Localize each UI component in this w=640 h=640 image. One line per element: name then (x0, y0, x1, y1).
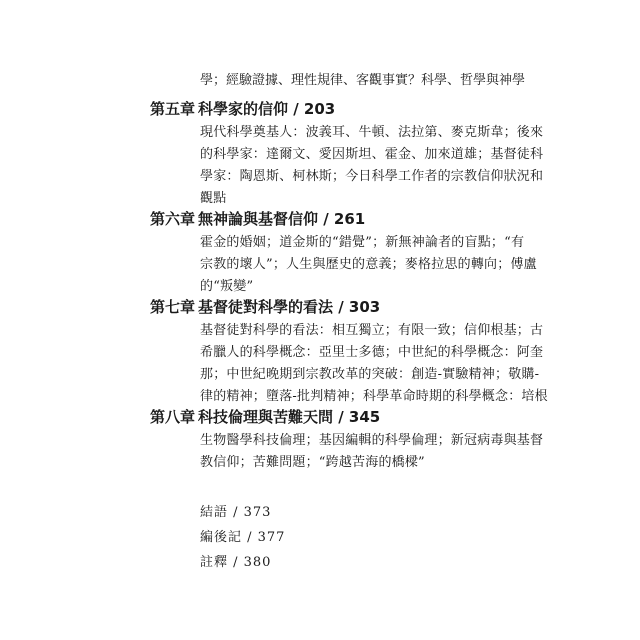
summary-line: 學家：陶恩斯、柯林斯；今日科學工作者的宗教信仰狀況和 (200, 169, 544, 184)
chapter-heading (150, 406, 510, 428)
summary-line: 觀點 (200, 191, 227, 206)
chapter-title: 科學家的信仰 / 203 (198, 100, 336, 118)
summary-line: 現代科學奠基人：波義耳、牛頓、法拉第、麥克斯韋；後來 (200, 125, 544, 140)
summary-line: 教信仰；苦難問題；“跨越苦海的橋樑” (200, 455, 425, 470)
chapter-title: 基督徒對科學的看法 / 303 (198, 298, 381, 316)
chapter-number: 第五章 (150, 100, 196, 118)
continuation-line: 學；經驗證據、理性規律、客觀事實？科學、哲學與神學 (200, 73, 526, 88)
chapter-6 (150, 208, 537, 298)
summary-line: 的科學家：達爾文、愛因斯坦、霍金、加來道雄；基督徒科 (200, 147, 544, 162)
chapter-summary (200, 320, 548, 408)
toc-entry-notes: 註釋 / 380 (200, 555, 272, 570)
chapter-heading (150, 98, 510, 120)
chapter-summary (200, 430, 544, 474)
summary-line: 基督徒對科學的看法：相互獨立；有限一致；信仰根基；古 (200, 323, 544, 338)
chapter-title: 無神論與基督信仰 / 261 (198, 210, 366, 228)
summary-line: 宗教的壞人”；人生與歷史的意義；麥格拉思的轉向；傅盧 (200, 257, 537, 272)
summary-line: 生物醫學科技倫理；基因編輯的科學倫理；新冠病毒與基督 (200, 433, 544, 448)
summary-line: 律的精神；墮落-批判精神；科學革命時期的科學概念：培根 (200, 389, 548, 404)
chapter-7 (150, 296, 548, 408)
summary-line: 希臘人的科學概念：亞里士多德；中世紀的科學概念：阿奎 (200, 345, 544, 360)
chapter-5 (150, 98, 544, 210)
summary-line: 那；中世紀晚期到宗教改革的突破：創造-實驗精神；敬購- (200, 367, 540, 382)
toc-entry-conclusion: 結語 / 373 (200, 505, 272, 520)
chapter-8 (150, 406, 544, 474)
chapter-number: 第八章 (150, 408, 196, 426)
chapter-title: 科技倫理與苦難天問 / 345 (198, 408, 381, 426)
chapter-heading (150, 296, 510, 318)
toc-entry-afterword: 編後記 / 377 (200, 530, 286, 545)
chapter-summary (200, 122, 544, 210)
chapter-heading (150, 208, 510, 230)
summary-line: 霍金的婚姻；道金斯的“錯覺”；新無神論者的盲點；“有 (200, 235, 525, 250)
chapter-number: 第六章 (150, 210, 196, 228)
chapter-number: 第七章 (150, 298, 196, 316)
summary-line: 的“叛變” (200, 279, 254, 294)
chapter-summary (200, 232, 537, 298)
